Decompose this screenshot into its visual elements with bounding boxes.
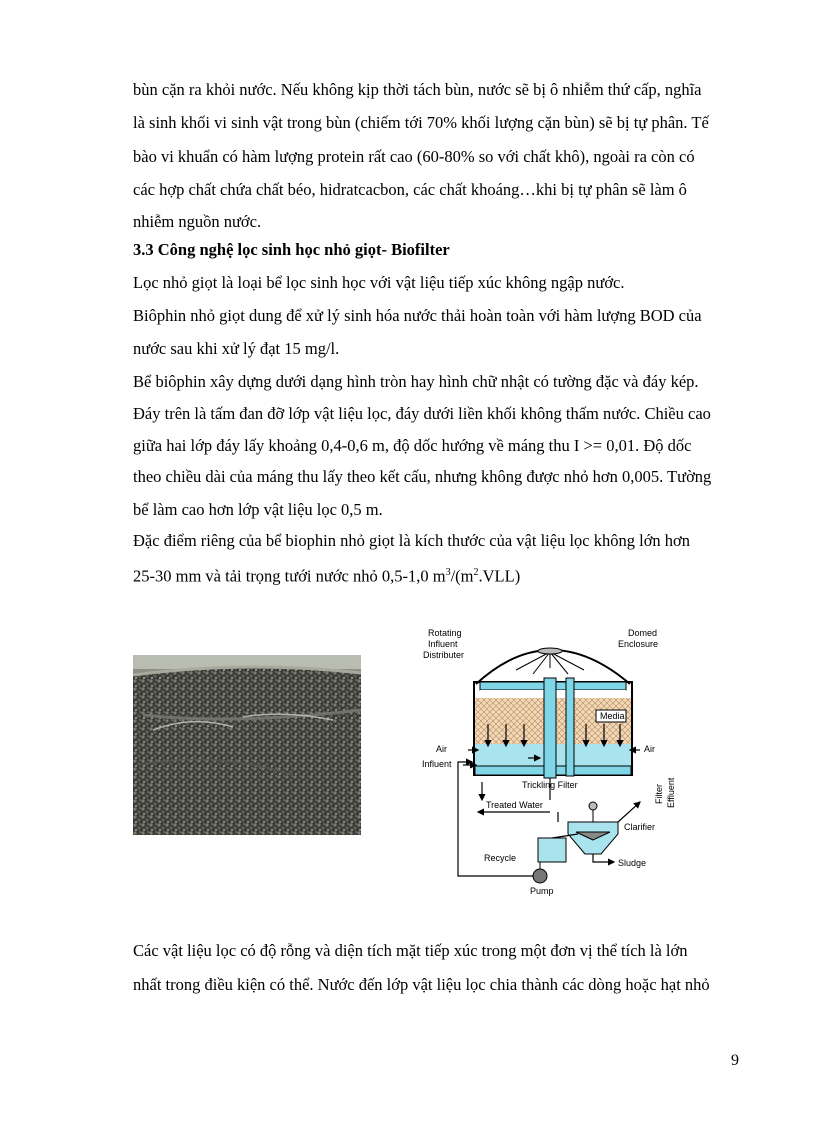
label-influent-in: Influent — [422, 759, 452, 769]
body-line: Các vật liệu lọc có độ rỗng và diện tích mặt tiếp xúc trong một đơn vị thể tích là lớn — [133, 941, 688, 960]
body-line: Bể biôphin xây dựng dưới dạng hình tròn hay hình chữ nhật có tường đặc và đáy kép. — [133, 372, 699, 391]
superscript: 2 — [473, 567, 479, 578]
label-recycle: Recycle — [484, 853, 517, 863]
body-line-load — [133, 563, 520, 587]
body-line: giữa hai lớp đáy lấy khoảng 0,4-0,6 m, độ dốc hướng về máng thu I >= 0,01. Độ dốc — [133, 436, 692, 455]
superscript: 3 — [445, 567, 451, 578]
label-distributer: Distributer — [423, 650, 465, 660]
label-pump: Pump — [530, 886, 554, 896]
body-line: nước sau khi xử lý đạt 15 mg/l. — [133, 339, 340, 358]
body-line: Biôphin nhỏ giọt dung để xử lý sinh hóa nước thải hoàn toàn với hàm lượng BOD của — [133, 306, 702, 325]
label-effluent: Effluent — [666, 777, 676, 808]
body-line: Đáy trên là tấm đan đỡ lớp vật liệu lọc, đáy dưới liền khối không thấm nước. Chiều cao — [133, 404, 711, 423]
label-sludge: Sludge — [618, 858, 647, 868]
body-line: nhất trong điều kiện có thể. Nước đến lớp vật liệu lọc chia thành các dòng hoặc hạt nhỏ — [133, 975, 710, 994]
label-treated-water: Treated Water — [486, 800, 543, 810]
trickling-filter-photo — [133, 655, 361, 835]
label-rotating: Rotating — [428, 628, 462, 638]
paragraph-line: nhiễm nguồn nước. — [133, 212, 262, 231]
body-line: bể làm cao hơn lớp vật liệu lọc 0,5 m. — [133, 500, 383, 519]
label-media: Media — [600, 711, 625, 721]
body-line: Đặc điểm riêng của bể biophin nhỏ giọt là kích thước của vật liệu lọc không lớn hơn — [133, 531, 691, 550]
paragraph-line: các hợp chất chứa chất béo, hidratcacbon, các chất khoáng…khi bị tự phân sẽ làm ô — [133, 180, 687, 199]
label-trickling-filter: Trickling Filter — [522, 780, 578, 790]
label-air-left: Air — [436, 744, 447, 754]
label-domed: Domed — [628, 628, 658, 638]
paragraph-line: bào vi khuẩn có hàm lượng protein rất cao (60-80% so với chất khô), ngoài ra còn có — [133, 147, 695, 166]
label-enclosure: Enclosure — [618, 639, 659, 649]
trickling-filter-diagram — [418, 622, 688, 900]
load-text: /(m — [450, 566, 474, 586]
label-air-right: Air — [644, 744, 655, 754]
load-text: 25-30 mm và tải trọng tưới nước nhỏ 0,5-1,0 m — [133, 566, 446, 586]
load-text: .VLL) — [478, 566, 521, 586]
page-number: 9 — [731, 1052, 739, 1069]
paragraph-line: bùn cặn ra khỏi nước. Nếu không kịp thời tách bùn, nước sẽ bị ô nhiễm thứ cấp, nghĩa — [133, 80, 702, 99]
body-line: theo chiều dài của máng thu lấy theo kết cấu, nhưng không được nhỏ hơn 0,005. Tường — [133, 467, 712, 486]
label-clarifier: Clarifier — [624, 822, 656, 832]
section-heading: 3.3 Công nghệ lọc sinh học nhỏ giọt- Biofilter — [133, 240, 450, 259]
body-line: Lọc nhỏ giọt là loại bể lọc sinh học với vật liệu tiếp xúc không ngập nước. — [133, 273, 625, 292]
paragraph-line: là sinh khối vi sinh vật trong bùn (chiếm tới 70% khối lượng cặn bùn) sẽ bị tự phân. Tế — [133, 113, 709, 132]
label-influent: Influent — [428, 639, 458, 649]
label-filter: Filter — [654, 784, 664, 804]
